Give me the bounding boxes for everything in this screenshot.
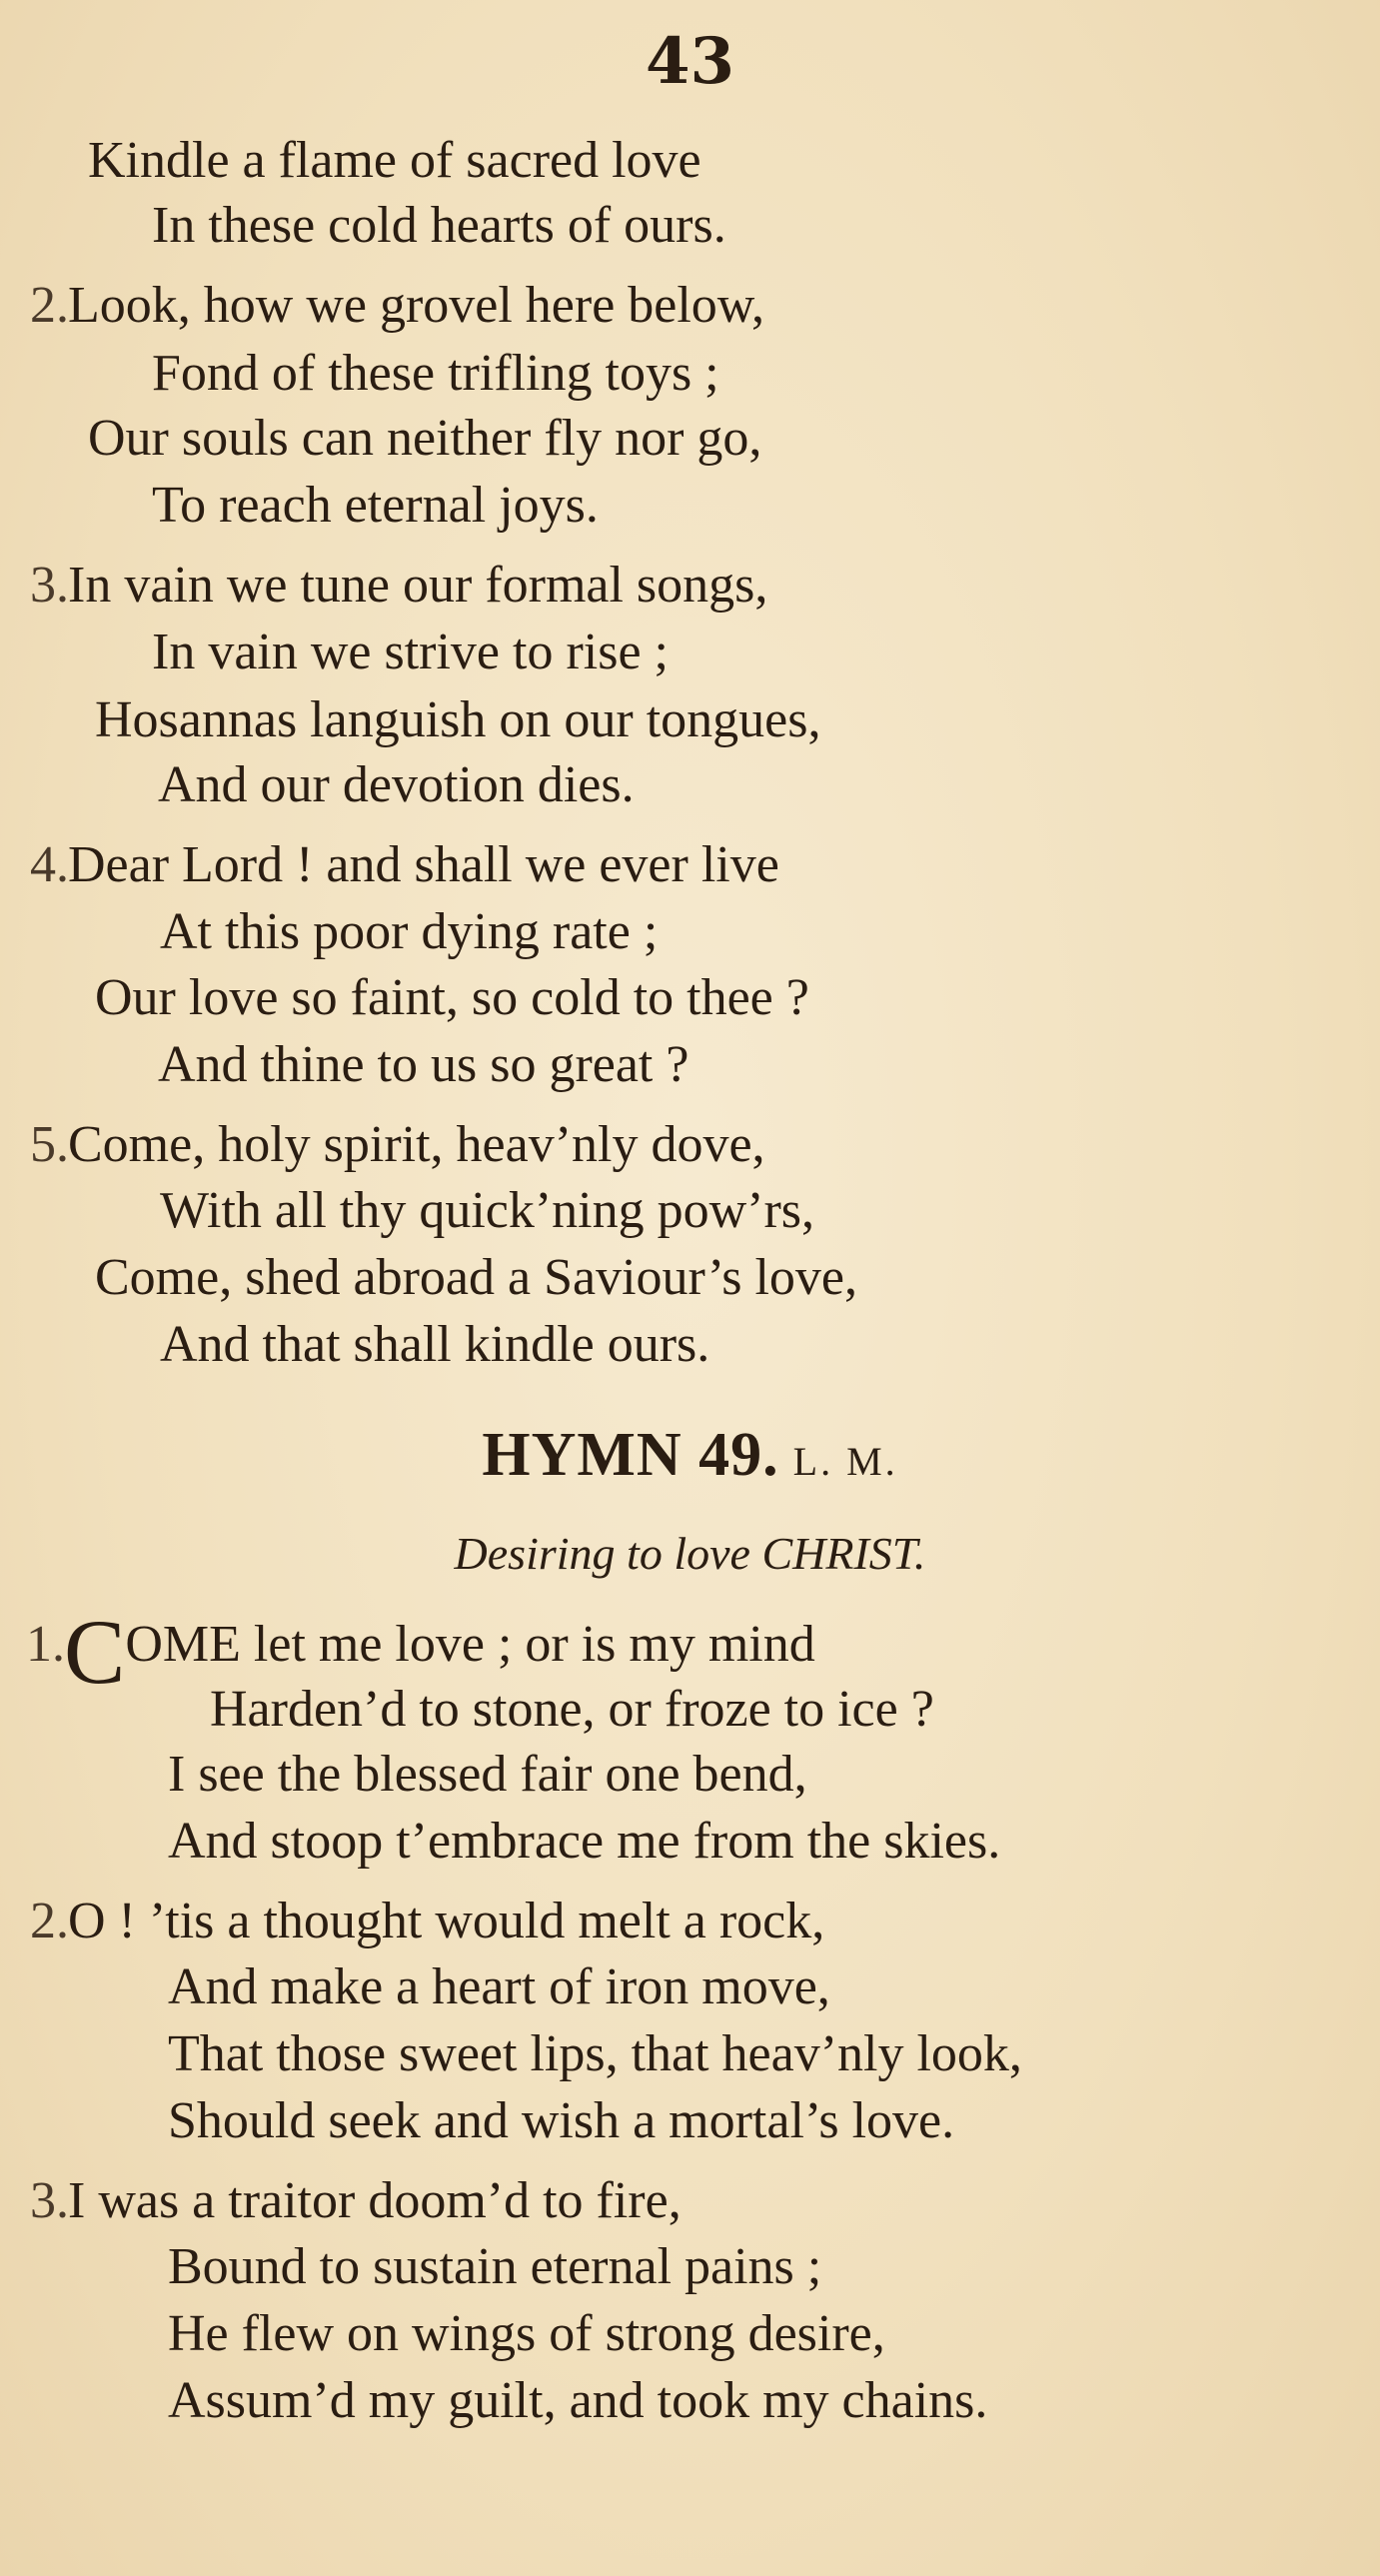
hymn-meter: L. M. <box>792 1439 898 1484</box>
verse-line-text: In vain we tune our formal songs, <box>68 557 768 614</box>
verse-line-text: And thine to us so great ? <box>158 1036 690 1093</box>
stanza-number: 3. <box>30 2172 69 2229</box>
hymn-title: HYMN 49. <box>482 1421 779 1489</box>
verse-line <box>152 345 719 402</box>
verse-line <box>26 1601 815 1703</box>
verse-line <box>152 477 599 534</box>
verse-line-text: O ! ’tis a thought would melt a rock, <box>68 1893 825 1949</box>
verse-line-text: Our souls can neither fly nor go, <box>88 410 762 467</box>
verse-line-text: Harden’d to stone, or froze to ice ? <box>210 1681 934 1738</box>
verse-line-text: And stoop t’embrace me from the skies. <box>168 1813 1001 1870</box>
verse-line <box>95 1249 857 1306</box>
verse-line-text: And make a heart of iron move, <box>168 1958 830 2015</box>
verse-line-text: Kindle a flame of sacred love <box>88 132 701 189</box>
verse-line <box>168 2025 1022 2082</box>
verse-line-text: To reach eternal joys. <box>152 477 599 534</box>
verse-line <box>160 1182 815 1239</box>
verse-line <box>152 624 669 680</box>
verse-line-text: Should seek and wish a mortal’s love. <box>168 2092 955 2149</box>
verse-line <box>88 132 701 189</box>
verse-line <box>168 1813 1001 1870</box>
verse-line <box>88 410 762 467</box>
verse-line <box>168 2305 885 2362</box>
verse-line-text: At this poor dying rate ; <box>160 903 659 960</box>
verse-line <box>30 1116 765 1173</box>
verse-line-text: And our devotion dies. <box>158 756 635 813</box>
verse-line <box>168 2092 955 2149</box>
stanza-number: 2. <box>30 277 69 334</box>
page-number: 43 <box>645 24 735 99</box>
verse-line-text: Come, holy spirit, heav’nly dove, <box>68 1116 765 1173</box>
stanza-number: 1. <box>26 1616 65 1673</box>
verse-line <box>160 903 659 960</box>
verse-line-text: Assum’d my guilt, and took my chains. <box>168 2372 988 2429</box>
verse-line <box>158 756 635 813</box>
verse-line <box>152 197 726 254</box>
verse-line-text: I was a traitor doom’d to fire, <box>68 2172 682 2229</box>
verse-line <box>30 1893 825 1949</box>
hymn-heading <box>0 1421 1380 1489</box>
verse-line <box>168 2238 822 2295</box>
verse-line-text: Hosannas languish on our tongues, <box>95 691 821 748</box>
drop-cap: C <box>64 1601 126 1703</box>
verse-line-text: Our love so faint, so cold to thee ? <box>95 969 809 1026</box>
verse-line <box>30 2172 682 2229</box>
verse-line <box>30 836 779 893</box>
stanza-number: 3. <box>30 557 69 614</box>
verse-line-text: In vain we strive to rise ; <box>152 624 669 680</box>
stanza-number: 5. <box>30 1116 69 1173</box>
stanza-number: 4. <box>30 836 69 893</box>
hymn-subtitle: Desiring to love CHRIST. <box>454 1528 926 1579</box>
verse-line-text: He flew on wings of strong desire, <box>168 2305 885 2362</box>
verse-line <box>95 969 809 1026</box>
verse-line <box>168 1958 830 2015</box>
verse-line-text: With all thy quick’ning pow’rs, <box>160 1182 815 1239</box>
verse-line-text: I see the blessed fair one bend, <box>168 1746 807 1803</box>
stanza-number: 2. <box>30 1893 69 1949</box>
verse-line-text: Come, shed abroad a Saviour’s love, <box>95 1249 857 1306</box>
verse-line-text: Dear Lord ! and shall we ever live <box>68 836 779 893</box>
verse-line <box>160 1316 710 1373</box>
verse-line <box>168 2372 988 2429</box>
verse-line <box>95 691 821 748</box>
verse-line <box>168 1746 807 1803</box>
verse-line-text: Fond of these trifling toys ; <box>152 345 719 402</box>
verse-line-text: And that shall kindle ours. <box>160 1316 710 1373</box>
verse-line-text: Bound to sustain eternal pains ; <box>168 2238 822 2295</box>
verse-line <box>30 557 768 614</box>
verse-line-text: That those sweet lips, that heav’nly look, <box>168 2025 1022 2082</box>
verse-line-text: OME let me love ; or is my mind <box>125 1616 815 1673</box>
verse-line <box>30 277 764 334</box>
verse-line-text: In these cold hearts of ours. <box>152 197 726 254</box>
verse-line <box>158 1036 690 1093</box>
verse-line <box>210 1681 934 1738</box>
verse-line-text: Look, how we grovel here below, <box>68 277 764 334</box>
